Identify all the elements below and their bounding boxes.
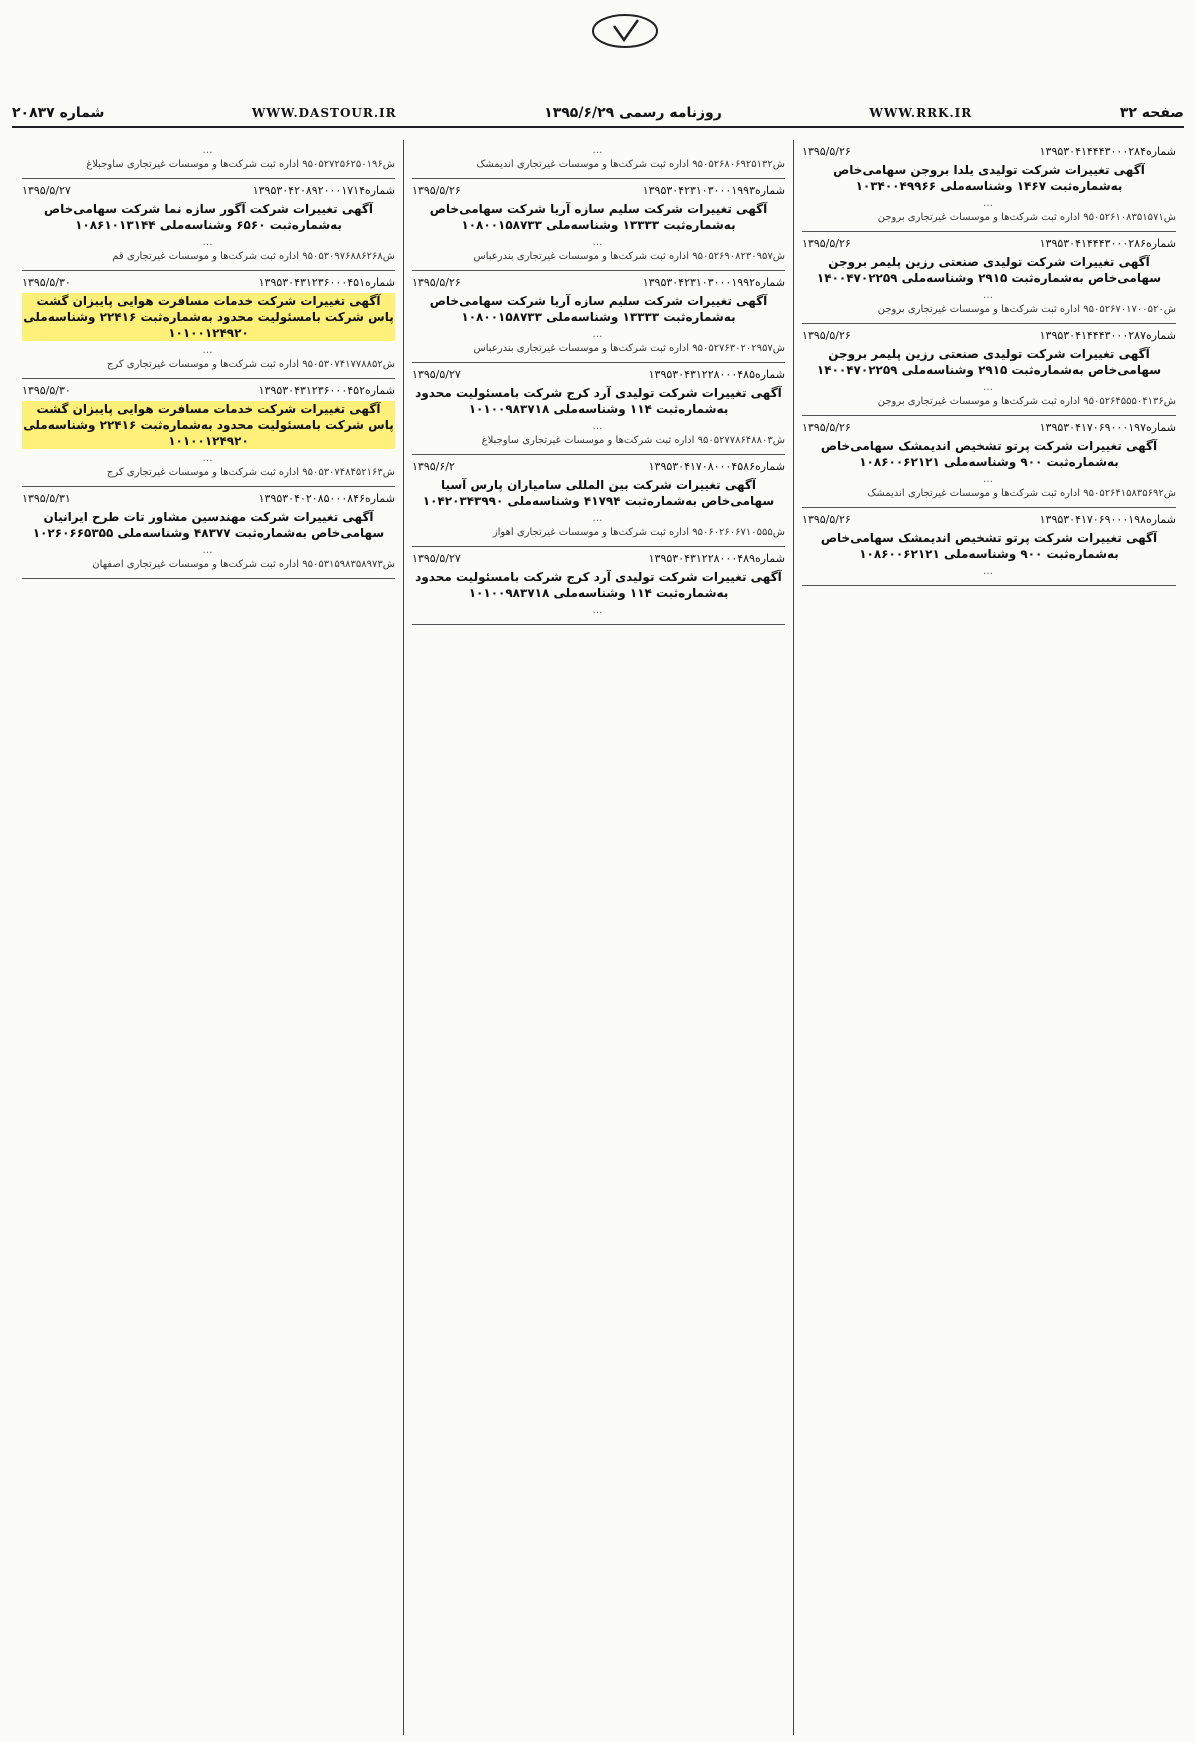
- notice-office: ش۹۵۰۵۲۷۶۳۰۲۰۲۹۵۷ اداره ثبت شرکت‌ها و موسسات غیرتجاری بندرعباس: [473, 343, 785, 354]
- page-number: صفحه ۳۲: [1119, 105, 1184, 121]
- column: [794, 140, 1184, 1735]
- notice-body: …: [983, 474, 995, 485]
- notice-date: ۱۳۹۵/۵/۲۶: [802, 329, 851, 342]
- notice-title: آگهی تغییرات شرکت آگور سازه نما شرکت سهامی‌خاص به‌شماره‌ثبت ۶۵۶۰ وشناسه‌ملی ۱۰۸۶۱۰۱۳۱۴۴: [44, 202, 373, 232]
- notice-title: آگهی تغییرات شرکت مهندسین مشاور تات طرح ایرانیان سهامی‌خاص به‌شماره‌ثبت ۴۸۳۷۷ وشناسه‌ملی ۱۰۲۶۰۶۶۵۳۵۵: [32, 510, 385, 540]
- notice-body: …: [592, 145, 605, 156]
- notice-meta: [412, 183, 785, 198]
- column: [14, 140, 404, 1735]
- notice-date: ۱۳۹۵/۵/۲۷: [22, 184, 71, 197]
- check-mark-icon: [590, 12, 660, 50]
- notice-body: …: [592, 605, 605, 616]
- notice-title: آگهی تغییرات شرکت سلیم سازه آریا شرکت سهامی‌خاص به‌شماره‌ثبت ۱۳۳۳۳ وشناسه‌ملی ۱۰۸۰۰۱۵۸۷۳۳: [429, 294, 768, 324]
- site-url-right[interactable]: WWW.RRK.IR: [869, 106, 973, 120]
- notice-body: …: [202, 453, 215, 464]
- notice-date: ۱۳۹۵/۵/۲۷: [412, 552, 461, 565]
- notice-number: شماره۱۳۹۵۳۰۴۲۳۱۰۳۰۰۰۱۹۹۲: [642, 276, 785, 289]
- notice-number: شماره۱۳۹۵۳۰۴۳۱۲۲۸۰۰۰۴۸۵: [648, 368, 785, 381]
- notice-title: آگهی تغییرات شرکت سلیم سازه آریا شرکت سهامی‌خاص به‌شماره‌ثبت ۱۳۳۳۳ وشناسه‌ملی ۱۰۸۰۰۱۵۸۷۳۳: [429, 202, 768, 232]
- issue-number: شماره ۲۰۸۳۷: [12, 105, 105, 121]
- notice-office: ش۹۵۰۵۲۶۸۰۶۹۲۵۱۳۲ اداره ثبت شرکت‌ها و موسسات غیرتجاری اندیمشک: [476, 159, 785, 170]
- notice-date: ۱۳۹۵/۵/۲۶: [802, 421, 851, 434]
- column: [404, 140, 794, 1735]
- notice: [412, 547, 785, 625]
- notice: [22, 487, 395, 579]
- notice-title: آگهی تغییرات شرکت پرتو تشخیص اندیمشک سهامی‌خاص به‌شماره‌ثبت ۹۰۰ وشناسه‌ملی ۱۰۸۶۰۰۶۲۱۲۱: [820, 439, 1158, 469]
- notice-title: آگهی تغییرات شرکت تولیدی صنعتی رزین پلیمر بروجن سهامی‌خاص به‌شماره‌ثبت ۲۹۱۵ وشناسه‌ملی ۱۴۰۰۴۷۰۲۲۵۹: [816, 255, 1162, 285]
- notice-title: آگهی تغییرات شرکت تولیدی یلدا بروجن سهامی‌خاص به‌شماره‌ثبت ۱۴۶۷ وشناسه‌ملی ۱۰۳۴۰۰۴۹۹۶۶: [833, 163, 1145, 193]
- notice-meta: [412, 367, 785, 382]
- notice-office: ش۹۵۰۵۳۱۵۹۸۳۵۸۹۷۳ اداره ثبت شرکت‌ها و موسسات غیرتجاری اصفهان: [92, 559, 395, 570]
- notice-number: شماره۱۳۹۵۳۰۴۱۴۴۴۳۰۰۰۲۸۶: [1039, 237, 1176, 250]
- notice: [802, 232, 1176, 324]
- notice-meta: [22, 491, 395, 506]
- notice-number: شماره۱۳۹۵۳۰۴۳۱۲۳۶۰۰۰۴۵۱: [258, 276, 395, 289]
- notice: [802, 416, 1176, 508]
- notice-meta: [22, 275, 395, 290]
- notice-number: شماره۱۳۹۵۳۰۴۳۱۲۳۶۰۰۰۴۵۲: [258, 384, 395, 397]
- notice-number: شماره۱۳۹۵۳۰۴۱۷۰۶۹۰۰۰۱۹۸: [1039, 513, 1176, 526]
- notice-body: …: [592, 421, 605, 432]
- notice-meta: [802, 236, 1176, 251]
- notice-date: ۱۳۹۵/۵/۳۰: [22, 384, 71, 397]
- notice-date: ۱۳۹۵/۵/۳۰: [22, 276, 71, 289]
- notice-office: ش۹۵۰۵۲۷۲۵۶۲۵۰۱۹۶ اداره ثبت شرکت‌ها و موسسات غیرتجاری ساوجبلاغ: [86, 159, 395, 170]
- notice-body: …: [983, 290, 995, 301]
- notice: [412, 179, 785, 271]
- notice-number: شماره۱۳۹۵۳۰۴۱۴۴۴۳۰۰۰۲۸۷: [1039, 329, 1176, 342]
- notice: [412, 455, 785, 547]
- notice-number: شماره۱۳۹۵۳۰۴۲۰۸۹۲۰۰۰۱۷۱۴: [252, 184, 395, 197]
- page-header: [12, 100, 1184, 128]
- notice-body: …: [202, 345, 215, 356]
- notice: [412, 271, 785, 363]
- notice-body: …: [202, 237, 215, 248]
- notice-meta: [802, 144, 1176, 159]
- notice-title: آگهی تغییرات شرکت تولیدی صنعتی رزین پلیمر بروجن سهامی‌خاص به‌شماره‌ثبت ۲۹۱۵ وشناسه‌ملی ۱۴۰۰۴۷۰۲۲۵۹: [816, 347, 1162, 377]
- notice-meta: [412, 459, 785, 474]
- notice-number: شماره۱۳۹۵۳۰۴۳۱۲۲۸۰۰۰۴۸۹: [648, 552, 785, 565]
- notice-meta: [802, 328, 1176, 343]
- notice-meta: [802, 512, 1176, 527]
- notice-body: …: [592, 513, 605, 524]
- notice-title: آگهی تغییرات شرکت تولیدی آرد کرج شرکت بامسئولیت محدود به‌شماره‌ثبت ۱۱۴ وشناسه‌ملی ۱۰۱۰۰۹۸۳۷۱۸: [415, 570, 782, 600]
- notice-date: ۱۳۹۵/۵/۲۶: [412, 276, 461, 289]
- notice-meta: [22, 183, 395, 198]
- notice-office: ش۹۵۰۵۳۰۷۴۸۴۵۲۱۶۳ اداره ثبت شرکت‌ها و موسسات غیرتجاری کرج: [106, 467, 395, 478]
- notice-date: ۱۳۹۵/۵/۳۱: [22, 492, 71, 505]
- notice-body: …: [592, 237, 605, 248]
- notice-date: ۱۳۹۵/۵/۲۶: [802, 145, 851, 158]
- notice-body: …: [983, 566, 995, 577]
- notice-office: ش۹۵۰۵۲۷۷۸۶۴۸۸۰۳ اداره ثبت شرکت‌ها و موسسات غیرتجاری ساوجبلاغ: [481, 435, 785, 446]
- notice-office: ش۹۵۰۵۲۶۹۰۸۲۳۰۹۵۷ اداره ثبت شرکت‌ها و موسسات غیرتجاری بندرعباس: [473, 251, 785, 262]
- notice: [802, 140, 1176, 232]
- notice-title: آگهی تغییرات شرکت تولیدی آرد کرج شرکت بامسئولیت محدود به‌شماره‌ثبت ۱۱۴ وشناسه‌ملی ۱۰۱۰۰۹۸۳۷۱۸: [415, 386, 782, 416]
- notice-office: ش۹۵۰۵۲۶۱۰۸۳۵۱۵۷۱ اداره ثبت شرکت‌ها و موسسات غیرتجاری بروجن: [877, 212, 1176, 223]
- notice-date: ۱۳۹۵/۵/۲۷: [412, 368, 461, 381]
- notice-meta: [412, 275, 785, 290]
- notice-date: ۱۳۹۵/۵/۲۶: [412, 184, 461, 197]
- notice: [22, 271, 395, 379]
- notice-office: ش۹۵۰۶۰۲۶۰۶۷۱۰۵۵۵ اداره ثبت شرکت‌ها و موسسات غیرتجاری اهواز: [492, 527, 785, 538]
- notice-office: ش۹۵۰۵۲۶۷۰۱۷۰۰۵۲۰ اداره ثبت شرکت‌ها و موسسات غیرتجاری بروجن: [877, 304, 1176, 315]
- notice-columns: [12, 140, 1184, 1735]
- notice-title: آگهی تغییرات شرکت خدمات مسافرت هوایی پایبزان گشت پاس شرکت بامسئولیت محدود به‌شماره‌ثبت ۲۲۴۱۶ وشناسه‌ملی ۱۰۱۰۰۱۲۴۹۲۰: [23, 402, 394, 448]
- notice-number: شماره۱۳۹۵۳۰۴۱۷۰۶۹۰۰۰۱۹۷: [1039, 421, 1176, 434]
- notice-title: آگهی تغییرات شرکت خدمات مسافرت هوایی پایبزان گشت پاس شرکت بامسئولیت محدود به‌شماره‌ثبت ۲۲۴۱۶ وشناسه‌ملی ۱۰۱۰۰۱۲۴۹۲۰: [23, 294, 394, 340]
- notice-number: شماره۱۳۹۵۳۰۴۱۷۰۸۰۰۰۴۵۸۶: [648, 460, 785, 473]
- notice-office: ش۹۵۰۵۲۶۴۱۵۸۳۵۶۹۲ اداره ثبت شرکت‌ها و موسسات غیرتجاری اندیمشک: [867, 488, 1176, 499]
- notice-body: …: [983, 198, 995, 209]
- notice-office: ش۹۵۰۵۳۰۹۷۶۸۸۶۲۶۸ اداره ثبت شرکت‌ها و موسسات غیرتجاری قم: [112, 251, 395, 262]
- notice-title: آگهی تغییرات شرکت بین المللی سامیاران پارس آسیا سهامی‌خاص به‌شماره‌ثبت ۴۱۷۹۴ وشناسه‌ملی ۱۰۴۲۰۳۴۳۹۹۰: [422, 478, 775, 508]
- notice-number: شماره۱۳۹۵۳۰۴۱۴۴۴۳۰۰۰۲۸۴: [1039, 145, 1176, 158]
- notice-meta: [802, 420, 1176, 435]
- notice: [412, 363, 785, 455]
- notice-body: …: [592, 329, 605, 340]
- notice-office: ش۹۵۰۵۳۰۷۴۱۷۷۸۸۵۲ اداره ثبت شرکت‌ها و موسسات غیرتجاری کرج: [106, 359, 395, 370]
- notice: [22, 379, 395, 487]
- notice-date: ۱۳۹۵/۵/۲۶: [802, 237, 851, 250]
- notice-title: آگهی تغییرات شرکت پرتو تشخیص اندیمشک سهامی‌خاص به‌شماره‌ثبت ۹۰۰ وشناسه‌ملی ۱۰۸۶۰۰۶۲۱۲۱: [820, 531, 1158, 561]
- notice: [22, 179, 395, 271]
- notice-meta: [412, 551, 785, 566]
- notice-number: شماره۱۳۹۵۳۰۴۲۳۱۰۳۰۰۰۱۹۹۳: [642, 184, 785, 197]
- notice-office: ش۹۵۰۵۲۶۴۵۵۵۰۴۱۳۶ اداره ثبت شرکت‌ها و موسسات غیرتجاری بروجن: [877, 396, 1176, 407]
- site-url-left[interactable]: WWW.DASTOUR.IR: [251, 106, 397, 120]
- notice: [802, 508, 1176, 586]
- notice-meta: [22, 383, 395, 398]
- notice-body: …: [202, 145, 215, 156]
- notice: [22, 140, 395, 179]
- notice-body: …: [202, 545, 215, 556]
- gazette-date: روزنامه رسمی ۱۳۹۵/۶/۲۹: [544, 105, 722, 121]
- notice: [802, 324, 1176, 416]
- notice-body: …: [983, 382, 995, 393]
- notice-date: ۱۳۹۵/۵/۲۶: [802, 513, 851, 526]
- notice: [412, 140, 785, 179]
- notice-number: شماره۱۳۹۵۳۰۴۰۲۰۸۵۰۰۰۸۴۶: [258, 492, 395, 505]
- notice-date: ۱۳۹۵/۶/۲: [412, 460, 455, 473]
